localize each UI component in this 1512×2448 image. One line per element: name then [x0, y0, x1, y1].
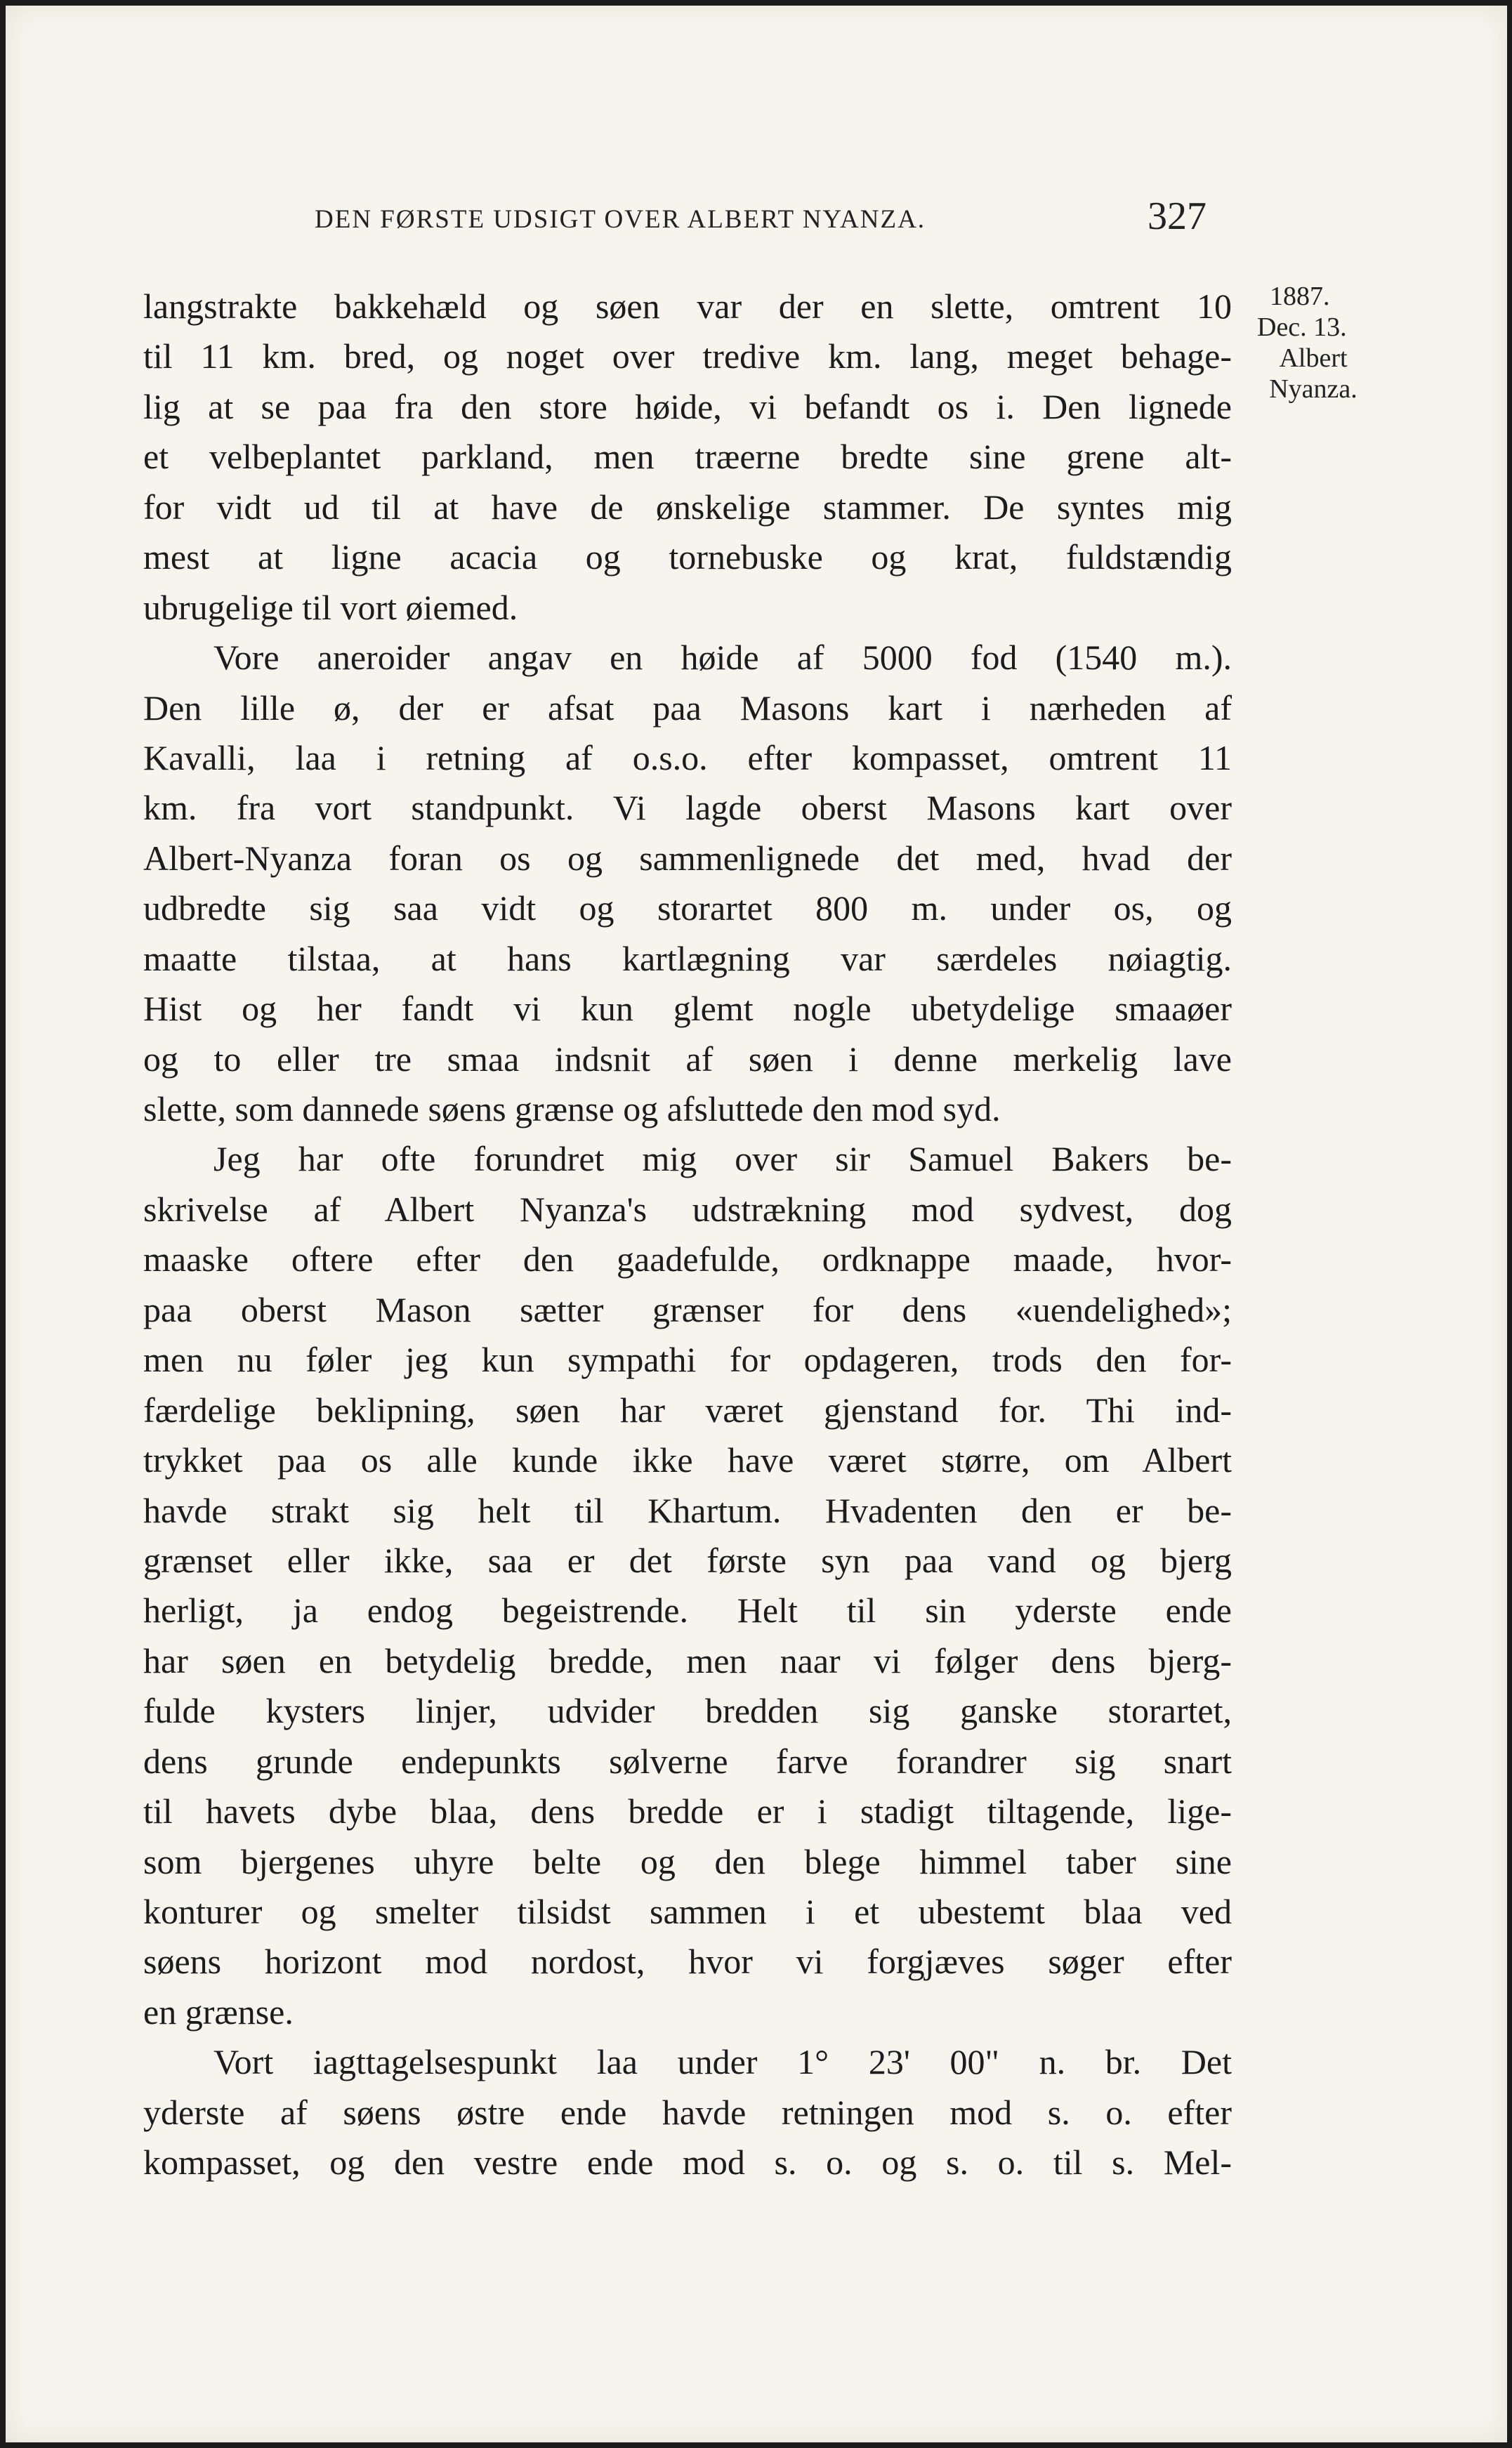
- text-line: et velbeplantet parkland, men træerne bredte sine grene alt-: [143, 437, 1232, 477]
- text-line: en grænse.: [143, 1992, 294, 2032]
- text-line: Jeg har ofte forundret mig over sir Samuel Bakers be-: [213, 1139, 1232, 1179]
- text-line: konturer og smelter tilsidst sammen i et ubestemt blaa ved: [143, 1892, 1232, 1931]
- text-line: Vore aneroider angav en høide af 5000 fod (1540 m.).: [213, 638, 1232, 678]
- text-line: og to eller tre smaa indsnit af søen i denne merkelig lave: [143, 1039, 1232, 1079]
- text-line: paa oberst Mason sætter grænser for dens «uendelighed»;: [143, 1289, 1232, 1329]
- margin-note-date: Dec. 13.: [1257, 312, 1347, 342]
- page-number: 327: [1148, 195, 1207, 238]
- text-line: til havets dybe blaa, dens bredde er i stadigt tiltagende, lige-: [143, 1791, 1232, 1831]
- text-line: men nu føler jeg kun sympathi for opdageren, trods den for-: [143, 1340, 1232, 1380]
- text-line: ubrugelige til vort øiemed.: [143, 587, 518, 627]
- text-line: herligt, ja endog begeistrende. Helt til sin yderste ende: [143, 1591, 1232, 1631]
- text-line: skrivelse af Albert Nyanza's udstrækning mod sydvest, dog: [143, 1189, 1232, 1229]
- text-line: Albert-Nyanza foran os og sammenlignede det med, hvad der: [143, 838, 1232, 878]
- text-line: Kavalli, laa i retning af o.s.o. efter kompasset, omtrent 11: [143, 737, 1232, 777]
- text-line: Den lille ø, der er afsat paa Masons kart i nærheden af: [143, 687, 1232, 728]
- text-line: søens horizont mod nordost, hvor vi forgjæves søger efter: [143, 1942, 1232, 1982]
- text-line: maatte tilstaa, at hans kartlægning var særdeles nøiagtig.: [143, 938, 1232, 978]
- margin-note-place-2: Nyanza.: [1269, 374, 1357, 404]
- text-line: Vort iagttagelsespunkt laa under 1° 23' 00" n. br. Det: [213, 2042, 1232, 2082]
- text-line: trykket paa os alle kunde ikke have været større, om Albert: [143, 1440, 1232, 1480]
- text-line: kompasset, og den vestre ende mod s. o. og s. o. til s. Mel-: [143, 2143, 1232, 2183]
- text-line: lig at se paa fra den store høide, vi befandt os i. Den lignede: [143, 386, 1232, 426]
- text-line: for vidt ud til at have de ønskelige stammer. De syntes mig: [143, 487, 1232, 527]
- margin-note: [1257, 281, 1369, 404]
- text-line: langstrakte bakkehæld og søen var der en slette, omtrent 10: [143, 287, 1232, 326]
- text-line: færdelige beklipning, søen har været gjenstand for. Thi ind-: [143, 1390, 1232, 1430]
- text-line: maaske oftere efter den gaadefulde, ordknappe maade, hvor-: [143, 1239, 1232, 1279]
- text-line: til 11 km. bred, og noget over tredive km. lang, meget behage-: [143, 336, 1232, 376]
- margin-note-year: 1887.: [1270, 282, 1330, 311]
- book-page: [6, 6, 1507, 2442]
- text-line: dens grunde endepunkts sølverne farve forandrer sig snart: [143, 1741, 1232, 1781]
- text-line: havde strakt sig helt til Khartum. Hvadenten den er be-: [143, 1490, 1232, 1530]
- text-line: har søen en betydelig bredde, men naar vi følger dens bjerg-: [143, 1640, 1232, 1680]
- text-line: km. fra vort standpunkt. Vi lagde oberst Masons kart over: [143, 788, 1232, 828]
- text-line: Hist og her fandt vi kun glemt nogle ubetydelige smaaøer: [143, 989, 1232, 1029]
- text-line: grænset eller ikke, saa er det første syn paa vand og bjerg: [143, 1540, 1232, 1580]
- running-title: DEN FØRSTE UDSIGT OVER ALBERT NYANZA.: [315, 205, 926, 234]
- text-line: som bjergenes uhyre belte og den blege himmel taber sine: [143, 1841, 1232, 1881]
- margin-note-place-1: Albert: [1279, 343, 1348, 373]
- body-text: [143, 282, 1232, 2188]
- text-line: yderste af søens østre ende havde retningen mod s. o. efter: [143, 2092, 1232, 2132]
- text-line: udbredte sig saa vidt og storartet 800 m. under os, og: [143, 888, 1232, 928]
- text-line: fulde kysters linjer, udvider bredden sig ganske storartet,: [143, 1691, 1232, 1731]
- text-line: slette, som dannede søens grænse og afsluttede den mod syd.: [143, 1089, 1001, 1128]
- text-line: mest at ligne acacia og tornebuske og krat, fuldstændig: [143, 537, 1232, 577]
